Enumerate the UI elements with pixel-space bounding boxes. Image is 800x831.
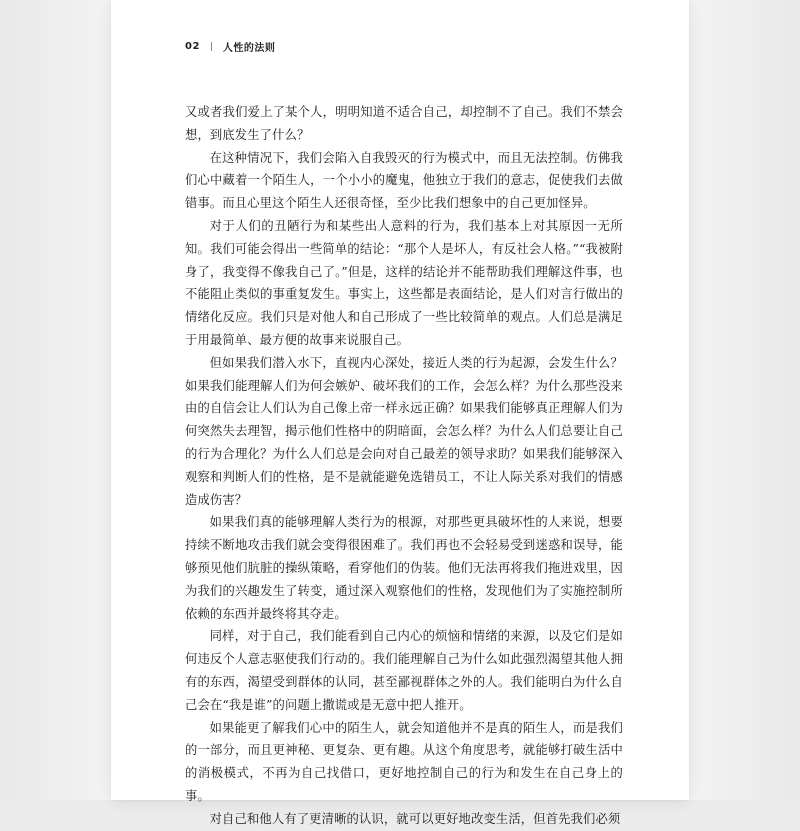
header-divider <box>211 42 212 51</box>
body-text <box>185 101 623 831</box>
paragraph: 对自己和他人有了更清晰的认识，就可以更好地改变生活，但首先我们必须 <box>209 811 621 826</box>
page-number: 02 <box>185 40 200 52</box>
paragraph: 又或者我们爱上了某个人，明明知道不适合自己，却控制不了自己。我们不禁会想，到底发生了什么？ <box>185 105 623 142</box>
running-header <box>185 39 275 53</box>
book-title: 人性的法则 <box>222 42 276 54</box>
paragraph: 如果我们真的能够理解人类行为的根源，对那些更具破坏性的人来说，想要持续不断地攻击我们就会变得很困难了。我们再也不会轻易受到迷惑和误导，能够预见他们肮脏的操纵策略，看穿他们的伪装。他们无法再将我们拖进戏里，因为我们的兴趣发生了转变，通过深入观察他们的性格，发现他们为了实施控制所依赖的东西并最终将其夺走。 <box>185 515 623 621</box>
paragraph: 如果能更了解我们心中的陌生人，就会知道他并不是真的陌生人，而是我们的一部分，而且更神秘、更复杂、更有趣。从这个角度思考，就能够打破生活中的消极模式，不再为自己找借口，更好地控制自己的行为和发生在自己身上的事。 <box>185 720 623 803</box>
paragraph: 在这种情况下，我们会陷入自我毁灭的行为模式中，而且无法控制。仿佛我们心中藏着一个陌生人，一个小小的魔鬼，他独立于我们的意志，促使我们去做错事。而且心里这个陌生人还很奇怪，至少比我们想象中的自己更加怪异。 <box>185 150 623 211</box>
paragraph: 但如果我们潜入水下，直视内心深处，接近人类的行为起源，会发生什么？如果我们能理解人们为何会嫉妒、破坏我们的工作，会怎么样？为什么那些没来由的自信会让人们认为自己像上帝一样永远正确？如果我们能够真正理解人们为何突然失去理智，揭示他们性格中的阴暗面，会怎么样？为什么人们总要让自己的行为合理化？为什么人们总是会向对自己最差的领导求助？如果我们能够深入观察和判断人们的性格，是不是就能避免选错员工，不让人际关系对我们的情感造成伤害？ <box>185 355 623 507</box>
paragraph: 对于人们的丑陋行为和某些出人意料的行为，我们基本上对其原因一无所知。我们可能会得出一些简单的结论：“那个人是坏人，有反社会人格。”“我被附身了，我变得不像我自己了。”但是，这样的结论并不能帮助我们理解这件事，也不能阻止类似的事重复发生。事实上，这些都是表面结论，是人们对言行做出的情绪化反应。我们只是对他人和自己形成了一些比较简单的观点。人们总是满足于用最简单、最方便的故事来说服自己。 <box>185 218 623 347</box>
book-page <box>111 0 689 826</box>
paragraph: 同样，对于自己，我们能看到自己内心的烦恼和情绪的来源，以及它们是如何违反个人意志驱使我们行动的。我们能理解自己为什么如此强烈渴望其他人拥有的东西，渴望受到群体的认同，甚至鄙视群体之外的人。我们能明白为什么自己会在“我是谁”的问题上撒谎或是无意中把人推开。 <box>185 629 623 712</box>
